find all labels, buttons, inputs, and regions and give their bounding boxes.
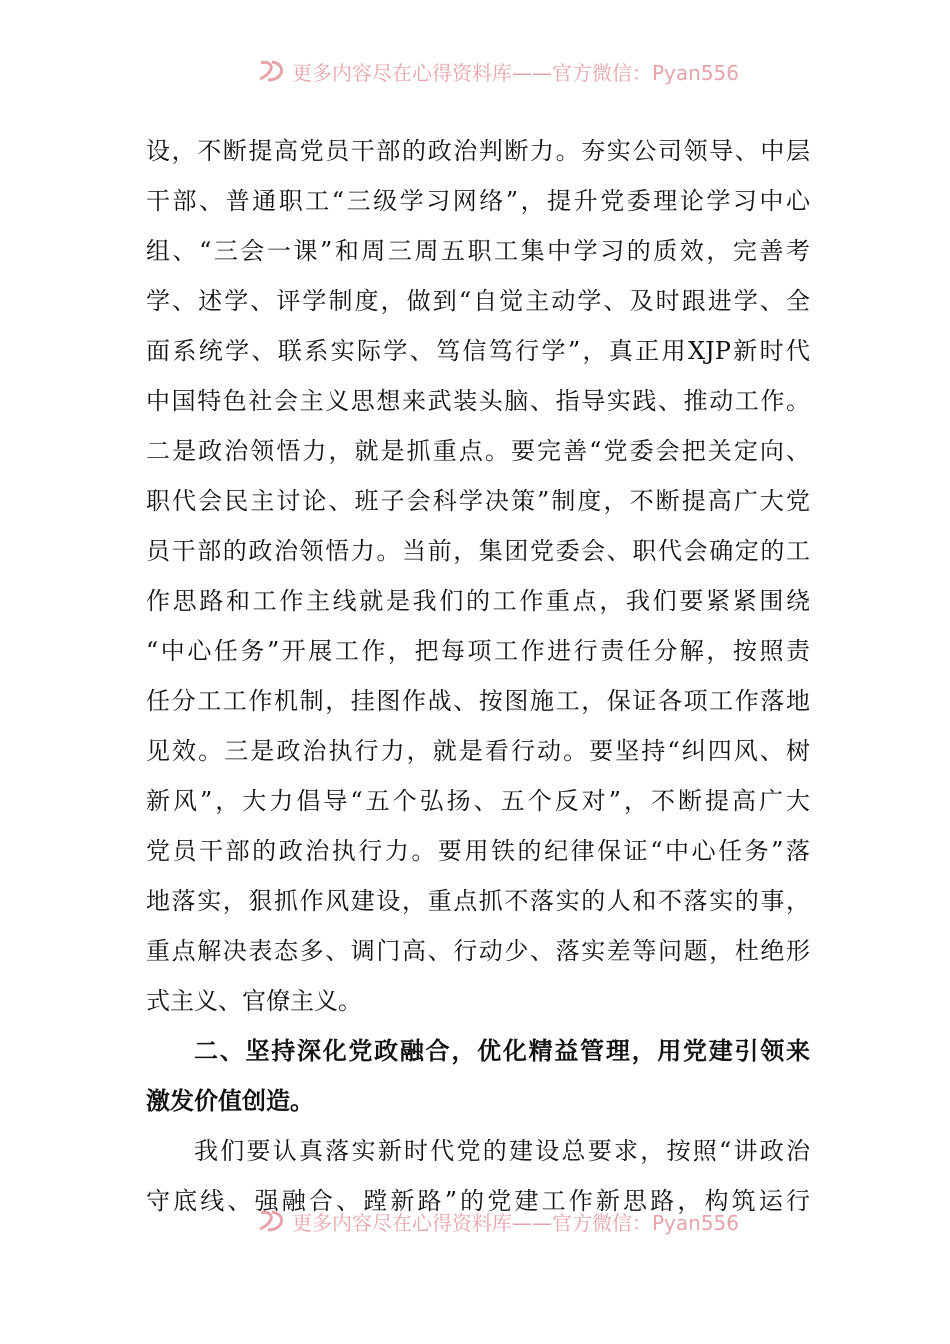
text-line: “中心任务”开展工作，把每项工作进行责任分解，按照责 [146,637,810,665]
paragraph-1 [146,126,810,1026]
text-line: 地落实，狠抓作风建设，重点抓不落实的人和不落实的事， [146,887,810,915]
text-line: 守底线、强融合、蹚新路”的党建工作新思路，构筑运行 [146,1187,810,1215]
watermark-text: 更多内容尽在心得资料库——官方微信：Pyan556 [292,60,740,85]
text-line: 党员干部的政治执行力。要用铁的纪律保证“中心任务”落 [146,837,810,865]
section-heading [146,1026,810,1126]
text-line: 任分工工作机制，挂图作战、按图施工，保证各项工作落地 [146,687,810,715]
text-line: 二是政治领悟力，就是抓重点。要完善“党委会把关定向、 [146,437,810,465]
text-line: 职代会民主讨论、班子会科学决策”制度，不断提高广大党 [146,487,810,515]
text-line: 干部、普通职工“三级学习网络”，提升党委理论学习中心 [146,187,810,215]
heading-line: 二、坚持深化党政融合，优化精益管理，用党建引领来 [194,1037,810,1065]
watermark-footer [258,1208,739,1234]
watermark-header [258,58,739,84]
text-line: 员干部的政治领悟力。当前，集团党委会、职代会确定的工 [146,537,810,565]
document-body [146,126,810,1226]
text-line: 面系统学、联系实际学、笃信笃行学”，真正用XJP新时代 [146,337,810,365]
text-line: 见效。三是政治执行力，就是看行动。要坚持“纠四风、树 [146,737,810,765]
watermark-text: 更多内容尽在心得资料库——官方微信：Pyan556 [292,1210,740,1235]
heading-line: 激发价值创造。 [146,1087,314,1115]
text-line: 中国特色社会主义思想来武装头脑、指导实践、推动工作。 [146,387,810,415]
text-line: 式主义、官僚主义。 [146,987,362,1015]
logo-icon [258,1209,286,1233]
text-line: 学、述学、评学制度，做到“自觉主动学、及时跟进学、全 [146,287,810,315]
text-line: 重点解决表态多、调门高、行动少、落实差等问题，杜绝形 [146,937,810,965]
text-line: 设，不断提高党员干部的政治判断力。夯实公司领导、中层 [146,137,810,165]
text-line: 组、“三会一课”和周三周五职工集中学习的质效，完善考 [146,237,810,265]
text-line: 作思路和工作主线就是我们的工作重点，我们要紧紧围绕 [146,587,810,615]
logo-icon [258,59,286,83]
text-line: 新风”，大力倡导“五个弘扬、五个反对”，不断提高广大 [146,787,810,815]
text-line: 我们要认真落实新时代党的建设总要求，按照“讲政治 [194,1137,810,1165]
